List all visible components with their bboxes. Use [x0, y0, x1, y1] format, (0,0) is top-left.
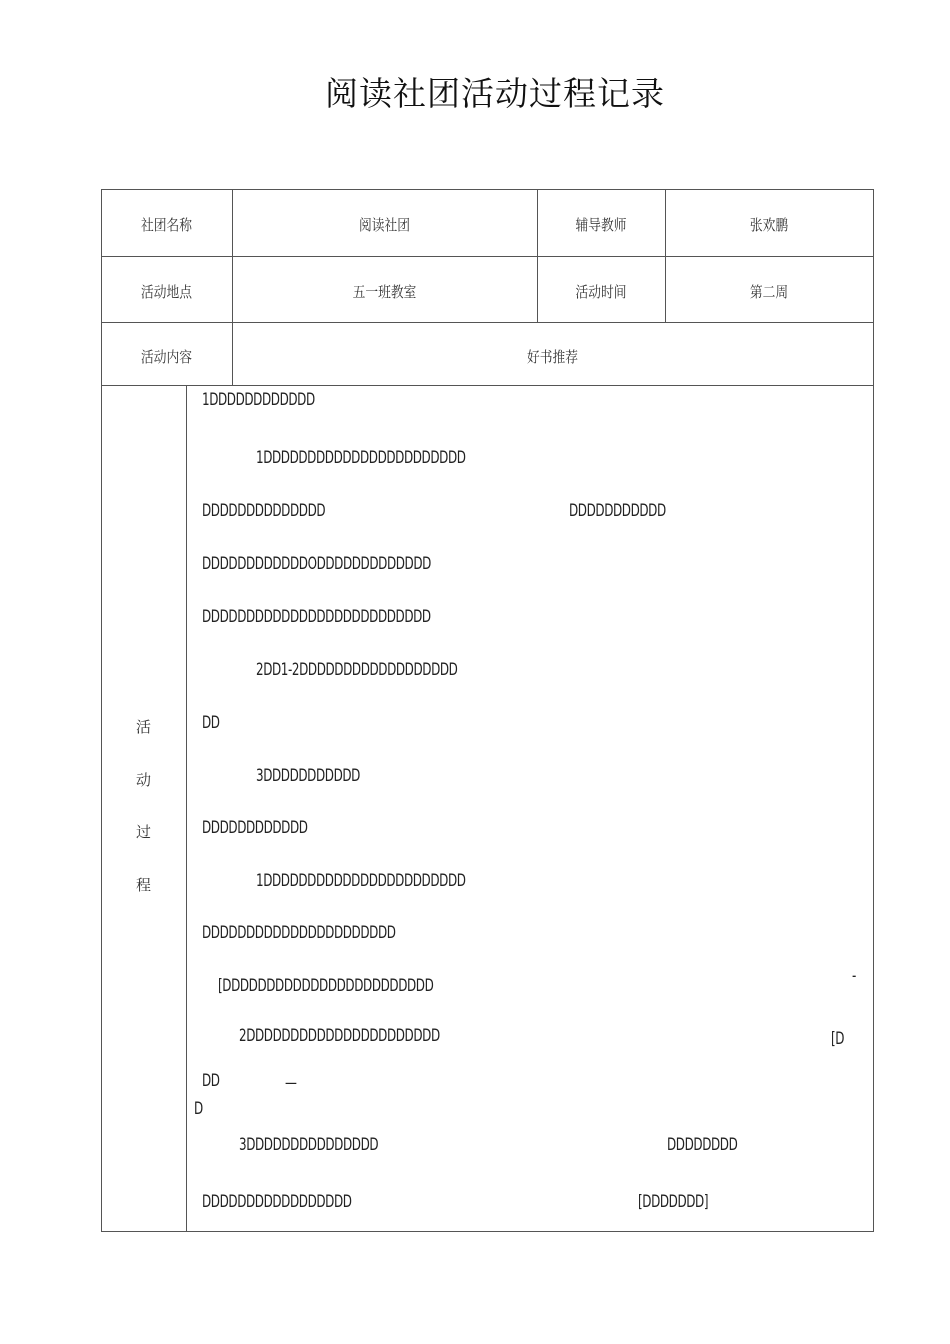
time-value: 第二周 [749, 283, 789, 301]
page-title: 阅读社团活动过程记录 [325, 74, 665, 113]
table-border-right [873, 189, 874, 1232]
advisor-value: 张欢鹏 [749, 216, 789, 234]
process-line: 3DDDDDDDDDDDDDDD [239, 1135, 379, 1155]
process-line: [DDDDDDD] [638, 1192, 709, 1212]
table-border-bottom [101, 1231, 874, 1232]
process-line: DDDDDDDD [667, 1135, 738, 1155]
process-line: - [852, 966, 856, 986]
process-label-char: 活 [136, 718, 152, 736]
row-divider-3 [101, 385, 874, 386]
process-line: DDDDDDDDDDDDDDDDDDDDDDDDDD [202, 607, 431, 627]
process-line: D [194, 1099, 203, 1119]
location-value: 五一班教室 [352, 283, 417, 301]
process-line: DD [202, 713, 220, 733]
table-border-top [101, 189, 874, 190]
content-label: 活动内容 [140, 348, 192, 366]
process-line: [D [831, 1029, 845, 1049]
row-divider-2 [101, 322, 874, 323]
process-line: DDDDDDDDDDDDDDDDD [202, 1192, 352, 1212]
process-line: DDDDDDDDDDDDDD [202, 501, 326, 521]
process-line: [DDDDDDDDDDDDDDDDDDDDDDDD [218, 976, 434, 996]
process-line: DDDDDDDDDDD [569, 501, 666, 521]
advisor-label: 辅导教师 [575, 216, 627, 234]
club-name-value: 阅读社团 [358, 216, 410, 234]
process-line: 1DDDDDDDDDDDDDDDDDDDDDDD [256, 448, 466, 468]
col-divider-process [186, 385, 187, 1232]
process-line: DDDDDDDDDDDDODDDDDDDDDDDDD [202, 554, 431, 574]
club-name-label: 社团名称 [140, 216, 192, 234]
location-label: 活动地点 [140, 283, 192, 301]
process-line: DD [202, 1071, 220, 1091]
process-label-char: 动 [136, 771, 152, 789]
process-line: 1DDDDDDDDDDDD [202, 390, 315, 410]
time-label: 活动时间 [575, 283, 627, 301]
row-divider-1 [101, 256, 874, 257]
col-divider-2 [537, 189, 538, 323]
process-line: DDDDDDDDDDDDDDDDDDDDDD [202, 923, 396, 943]
process-line: 3DDDDDDDDDDD [256, 766, 360, 786]
process-line: 1DDDDDDDDDDDDDDDDDDDDDDD [256, 871, 466, 891]
col-divider-1 [232, 189, 233, 386]
col-divider-3 [665, 189, 666, 323]
process-line: 2DDDDDDDDDDDDDDDDDDDDDD [239, 1026, 440, 1046]
content-value: 好书推荐 [526, 348, 578, 366]
process-line: DDDDDDDDDDDD [202, 818, 308, 838]
process-line: — [285, 1073, 297, 1093]
process-line: 2DD1-2DDDDDDDDDDDDDDDDDD [256, 660, 458, 680]
process-label-char: 过 [136, 823, 152, 841]
process-label-char: 程 [136, 876, 152, 894]
table-border-left [101, 189, 102, 1232]
